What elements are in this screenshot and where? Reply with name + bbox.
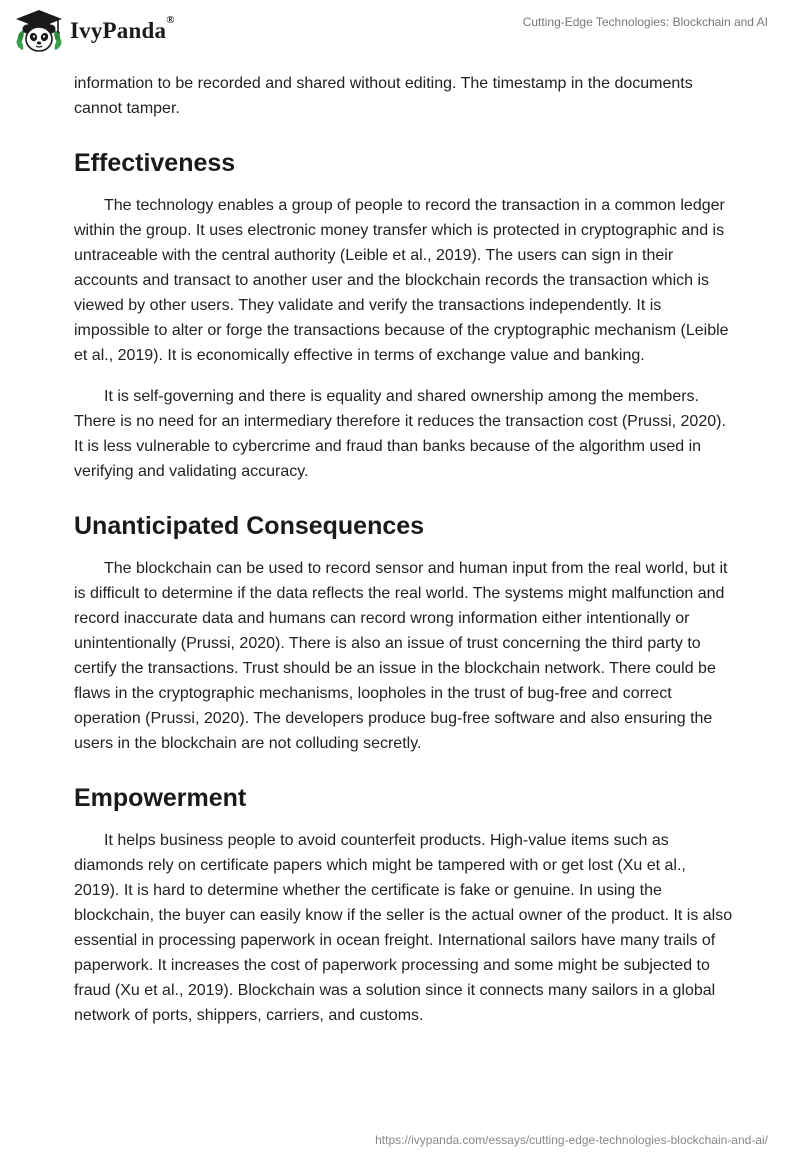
source-url-link[interactable]: https://ivypanda.com/essays/cutting-edge-technologies-blockchain-and-ai/ [375,1133,768,1147]
section-heading: Unanticipated Consequences [74,512,425,540]
section-empowerment [74,782,734,814]
page-header [0,0,800,66]
paragraph: It is self-governing and there is equality and shared ownership among the members. There is no need for an intermediary therefore it reduces the transaction cost (Prussi, 2020). It is less vulnerable to cybercrime and fraud than banks because of the algorithm used in verifying and validating accuracy. [74,388,726,480]
brand-name: IvyPanda® [70,14,175,43]
paragraph: The technology enables a group of people to record the transaction in a common ledger within the group. It uses electronic money transfer which is protected in cryptographic and is untraceable with the central authority (Leible et al., 2019). The users can sign in their accounts and transact to another user and the blockchain records the transaction which is viewed by other users. They validate and verify the transactions independently. It is impossible to alter or forge the transactions because of the cryptographic mechanism (Leible et al., 2019). It is economically effective in terms of exchange value and banking. [74,197,729,364]
paragraph: The blockchain can be used to record sensor and human input from the real world, but it is difficult to determine if the data reflects the real world. The systems might malfunction and record inaccurate data and humans can record wrong information either intentionally or unintentionally (Prussi, 2020). There is also an issue of trust concerning the third party to certify the transactions. Trust should be an issue in the blockchain network. There could be flaws in the cryptographic mechanisms, loopholes in the trust of bug-free and correct operation (Prussi, 2020). The developers produce bug-free software and also ensuring the users in the blockchain are not colluding secretly. [74,560,728,752]
essay-content [74,71,734,1028]
ivypanda-logo[interactable] [14,8,175,54]
panda-graduate-logo-icon [14,8,64,54]
section-unanticipated-consequences [74,510,734,542]
section-heading: Effectiveness [74,149,236,177]
document-title: Cutting-Edge Technologies: Blockchain and AI [522,15,768,29]
section-heading: Empowerment [74,784,247,812]
intro-continuation-paragraph: information to be recorded and shared without editing. The timestamp in the documents cannot tamper. [74,75,693,117]
section-effectiveness [74,147,734,179]
registered-mark: ® [166,14,175,26]
paragraph: It helps business people to avoid counterfeit products. High-value items such as diamonds rely on certificate papers which might be tampered with or get lost (Xu et al., 2019). It is hard to determine whether the certificate is fake or genuine. In using the blockchain, the buyer can easily know if the seller is the actual owner of the product. It is also essential in processing paperwork in ocean freight. International sailors have many trails of paperwork. It increases the cost of paperwork processing and some might be subjected to fraud (Xu et al., 2019). Blockchain was a solution since it connects many sailors in a global network of ports, shippers, carriers, and customs. [74,832,733,1024]
